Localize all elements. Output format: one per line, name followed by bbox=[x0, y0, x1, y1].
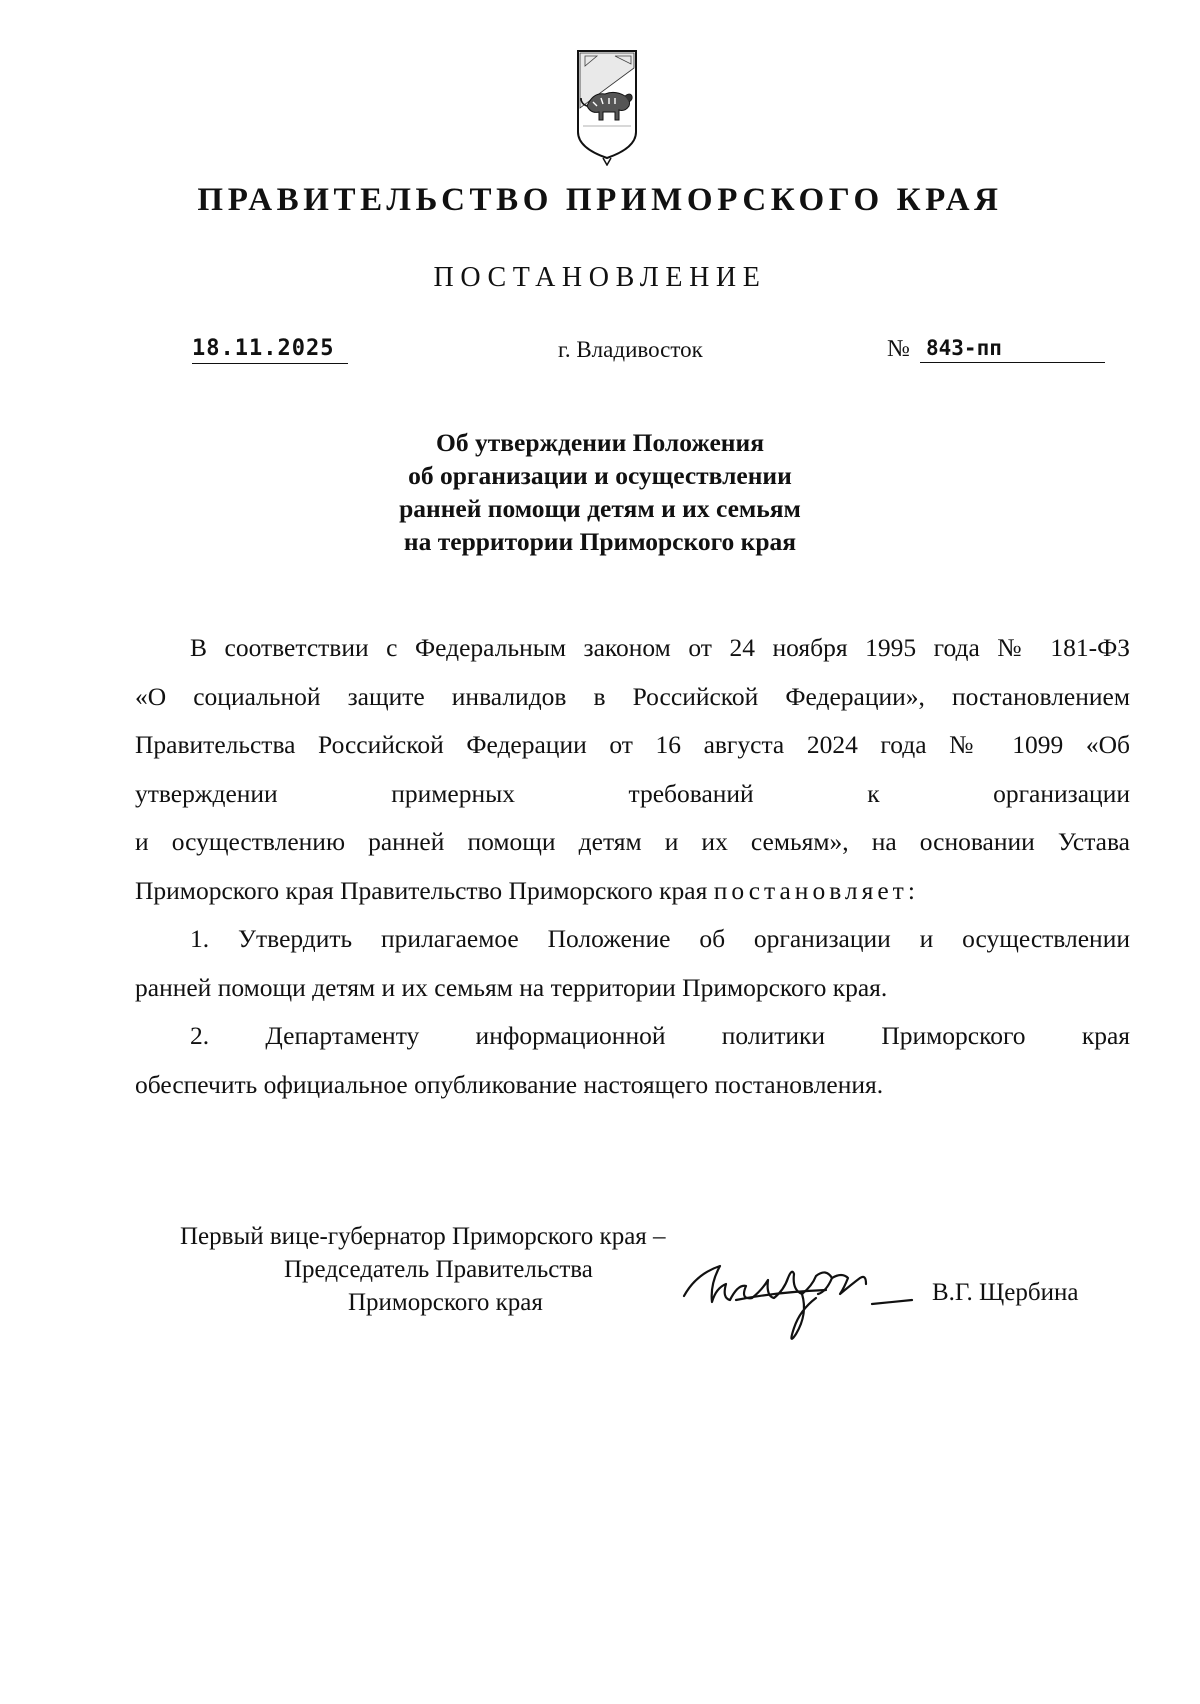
signer-name: В.Г. Щербина bbox=[932, 1279, 1079, 1306]
coat-of-arms-icon bbox=[575, 48, 639, 166]
preamble-line: «О социальной защите инвалидов в Российской Федерации», постановлением bbox=[135, 681, 1130, 711]
preamble-line: и осуществлению ранней помощи детям и их семьям», на основании Устава bbox=[135, 827, 1130, 856]
signature-block bbox=[0, 1220, 1200, 1340]
preamble-line: Приморского края Правительство Приморского края bbox=[135, 875, 708, 905]
document-subject bbox=[200, 426, 1000, 558]
document-date: 18.11.2025 bbox=[192, 336, 348, 364]
signer-position-line: Председатель Правительства bbox=[284, 1256, 593, 1283]
item-1-paragraph bbox=[135, 915, 1130, 1012]
preamble-line: В соответствии с Федеральным законом от 24 ноября 1995 года № 181-ФЗ bbox=[190, 633, 1130, 662]
document-number-label: № bbox=[887, 336, 910, 362]
item-1-line: ранней помощи детям и их семьям на территории Приморского края. bbox=[135, 972, 888, 1002]
preamble-paragraph bbox=[135, 624, 1130, 915]
subject-line: об организации и осуществлении bbox=[408, 461, 792, 490]
signer-position-line: Приморского края bbox=[348, 1289, 543, 1316]
document-city: г. Владивосток bbox=[558, 337, 703, 362]
item-2-paragraph bbox=[135, 1012, 1130, 1109]
document-body bbox=[135, 624, 1130, 1109]
subject-line: ранней помощи детям и их семьям bbox=[399, 494, 801, 523]
handwritten-signature-icon bbox=[676, 1244, 916, 1352]
preamble-line: утверждении примерных требований к организации bbox=[135, 778, 1130, 808]
item-1-line: 1. Утвердить прилагаемое Положение об организации и осуществлении bbox=[190, 924, 1130, 953]
subject-line: Об утверждении Положения bbox=[436, 428, 764, 457]
document-number: 843-пп bbox=[920, 336, 1105, 363]
document-kind: ПОСТАНОВЛЕНИЕ bbox=[433, 262, 767, 293]
signer-position-line: Первый вице-губернатор Приморского края – bbox=[180, 1223, 666, 1250]
item-2-line: обеспечить официальное опубликование настоящего постановления. bbox=[135, 1069, 884, 1099]
preamble-line: Правительства Российской Федерации от 16 августа 2024 года № 1099 «Об bbox=[135, 730, 1130, 759]
government-title: ПРАВИТЕЛЬСТВО ПРИМОРСКОГО КРАЯ bbox=[197, 182, 1003, 218]
item-2-line: 2. Департаменту информационной политики Приморского края bbox=[190, 1021, 1130, 1050]
subject-line: на территории Приморского края bbox=[403, 527, 797, 556]
preamble-last-line bbox=[135, 867, 1130, 916]
decree-word: постановляет: bbox=[713, 875, 919, 905]
